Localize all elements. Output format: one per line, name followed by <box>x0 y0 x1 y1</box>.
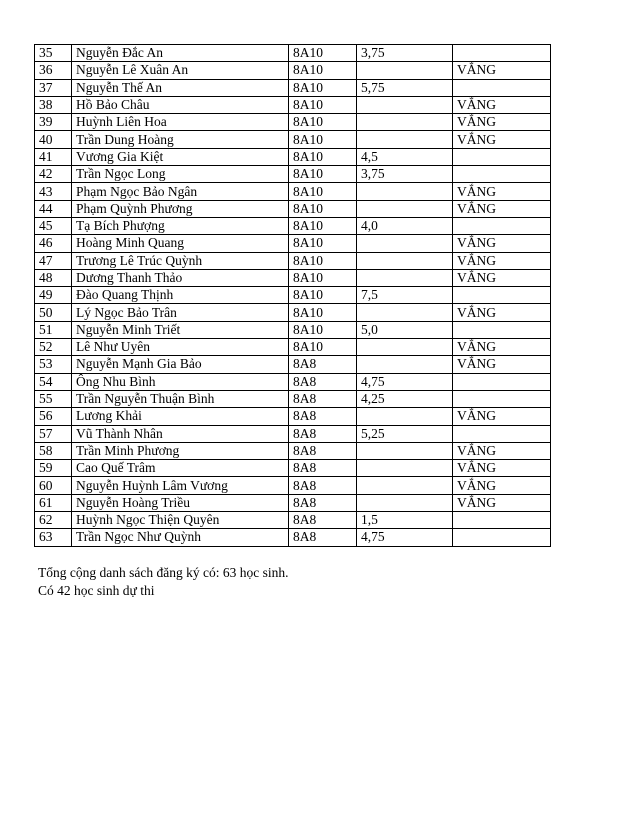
score-cell <box>357 200 453 217</box>
row-number: 39 <box>35 114 72 131</box>
results-table <box>34 44 551 547</box>
status-cell: VẮNG <box>453 269 551 286</box>
status-cell: VẮNG <box>453 235 551 252</box>
table-row <box>35 339 551 356</box>
score-cell <box>357 269 453 286</box>
student-name: Phạm Quỳnh Phương <box>72 200 289 217</box>
student-name: Cao Quế Trâm <box>72 460 289 477</box>
class-code: 8A10 <box>289 269 357 286</box>
status-cell <box>453 45 551 62</box>
class-code: 8A8 <box>289 460 357 477</box>
row-number: 49 <box>35 287 72 304</box>
status-cell <box>453 321 551 338</box>
row-number: 40 <box>35 131 72 148</box>
table-row <box>35 269 551 286</box>
table-row <box>35 425 551 442</box>
table-row <box>35 304 551 321</box>
class-code: 8A8 <box>289 373 357 390</box>
class-code: 8A10 <box>289 339 357 356</box>
row-number: 63 <box>35 529 72 546</box>
table-row <box>35 512 551 529</box>
score-cell: 4,75 <box>357 373 453 390</box>
student-name: Vũ Thành Nhân <box>72 425 289 442</box>
score-cell <box>357 339 453 356</box>
score-cell <box>357 408 453 425</box>
score-cell <box>357 356 453 373</box>
student-name: Hồ Bảo Châu <box>72 96 289 113</box>
class-code: 8A10 <box>289 321 357 338</box>
table-row <box>35 529 551 546</box>
student-name: Trần Ngọc Như Quỳnh <box>72 529 289 546</box>
row-number: 41 <box>35 148 72 165</box>
score-cell <box>357 62 453 79</box>
status-cell: VẮNG <box>453 62 551 79</box>
summary-total: Tổng cộng danh sách đăng ký có: 63 học sinh. <box>38 565 289 580</box>
score-cell: 5,25 <box>357 425 453 442</box>
class-code: 8A10 <box>289 45 357 62</box>
table-row <box>35 166 551 183</box>
student-name: Ông Nhu Bình <box>72 373 289 390</box>
class-code: 8A10 <box>289 79 357 96</box>
row-number: 35 <box>35 45 72 62</box>
score-cell <box>357 96 453 113</box>
class-code: 8A8 <box>289 425 357 442</box>
student-name: Trần Minh Phương <box>72 442 289 459</box>
row-number: 42 <box>35 166 72 183</box>
class-code: 8A8 <box>289 529 357 546</box>
row-number: 54 <box>35 373 72 390</box>
score-cell: 3,75 <box>357 166 453 183</box>
score-cell: 4,25 <box>357 390 453 407</box>
class-code: 8A8 <box>289 408 357 425</box>
score-cell <box>357 442 453 459</box>
status-cell: VẮNG <box>453 442 551 459</box>
row-number: 55 <box>35 390 72 407</box>
row-number: 38 <box>35 96 72 113</box>
class-code: 8A10 <box>289 62 357 79</box>
row-number: 60 <box>35 477 72 494</box>
status-cell <box>453 287 551 304</box>
status-cell <box>453 217 551 234</box>
status-cell: VẮNG <box>453 114 551 131</box>
results-table-body <box>35 45 551 547</box>
table-row <box>35 235 551 252</box>
row-number: 50 <box>35 304 72 321</box>
student-name: Phạm Ngọc Bảo Ngân <box>72 183 289 200</box>
score-cell: 3,75 <box>357 45 453 62</box>
score-cell: 4,0 <box>357 217 453 234</box>
student-name: Trần Ngọc Long <box>72 166 289 183</box>
row-number: 44 <box>35 200 72 217</box>
table-row <box>35 494 551 511</box>
student-name: Tạ Bích Phượng <box>72 217 289 234</box>
student-name: Nguyễn Lê Xuân An <box>72 62 289 79</box>
status-cell: VẮNG <box>453 183 551 200</box>
row-number: 51 <box>35 321 72 338</box>
table-row <box>35 460 551 477</box>
student-name: Huỳnh Liên Hoa <box>72 114 289 131</box>
table-row <box>35 45 551 62</box>
student-name: Nguyễn Hoàng Triều <box>72 494 289 511</box>
status-cell <box>453 79 551 96</box>
row-number: 46 <box>35 235 72 252</box>
table-row <box>35 373 551 390</box>
table-row <box>35 79 551 96</box>
status-cell: VẮNG <box>453 494 551 511</box>
score-cell <box>357 235 453 252</box>
student-name: Nguyễn Minh Triết <box>72 321 289 338</box>
score-cell <box>357 252 453 269</box>
student-name: Dương Thanh Thảo <box>72 269 289 286</box>
class-code: 8A8 <box>289 477 357 494</box>
table-row <box>35 252 551 269</box>
score-cell <box>357 494 453 511</box>
status-cell: VẮNG <box>453 252 551 269</box>
student-name: Nguyễn Huỳnh Lâm Vương <box>72 477 289 494</box>
status-cell: VẮNG <box>453 304 551 321</box>
status-cell <box>453 529 551 546</box>
table-row <box>35 321 551 338</box>
class-code: 8A10 <box>289 252 357 269</box>
row-number: 61 <box>35 494 72 511</box>
table-row <box>35 390 551 407</box>
table-row <box>35 442 551 459</box>
class-code: 8A8 <box>289 390 357 407</box>
score-cell <box>357 460 453 477</box>
score-cell: 1,5 <box>357 512 453 529</box>
student-name: Lương Khải <box>72 408 289 425</box>
table-row <box>35 62 551 79</box>
table-row <box>35 148 551 165</box>
row-number: 52 <box>35 339 72 356</box>
class-code: 8A8 <box>289 442 357 459</box>
table-row <box>35 96 551 113</box>
class-code: 8A10 <box>289 183 357 200</box>
table-row <box>35 356 551 373</box>
status-cell: VẮNG <box>453 477 551 494</box>
row-number: 48 <box>35 269 72 286</box>
row-number: 47 <box>35 252 72 269</box>
score-cell <box>357 114 453 131</box>
student-name: Hoàng Minh Quang <box>72 235 289 252</box>
score-cell <box>357 131 453 148</box>
student-name: Đào Quang Thịnh <box>72 287 289 304</box>
status-cell: VẮNG <box>453 408 551 425</box>
score-cell: 5,0 <box>357 321 453 338</box>
student-name: Huỳnh Ngọc Thiện Quyên <box>72 512 289 529</box>
status-cell: VẮNG <box>453 356 551 373</box>
row-number: 37 <box>35 79 72 96</box>
class-code: 8A10 <box>289 217 357 234</box>
status-cell <box>453 373 551 390</box>
table-row <box>35 131 551 148</box>
student-name: Trần Dung Hoàng <box>72 131 289 148</box>
score-cell: 7,5 <box>357 287 453 304</box>
row-number: 58 <box>35 442 72 459</box>
table-row <box>35 287 551 304</box>
class-code: 8A10 <box>289 304 357 321</box>
row-number: 59 <box>35 460 72 477</box>
score-cell <box>357 183 453 200</box>
student-name: Trương Lê Trúc Quỳnh <box>72 252 289 269</box>
student-name: Nguyễn Đắc An <box>72 45 289 62</box>
class-code: 8A10 <box>289 96 357 113</box>
status-cell <box>453 148 551 165</box>
student-name: Vương Gia Kiệt <box>72 148 289 165</box>
class-code: 8A10 <box>289 148 357 165</box>
class-code: 8A10 <box>289 235 357 252</box>
row-number: 43 <box>35 183 72 200</box>
class-code: 8A10 <box>289 287 357 304</box>
status-cell <box>453 512 551 529</box>
table-row <box>35 114 551 131</box>
table-row <box>35 217 551 234</box>
status-cell <box>453 425 551 442</box>
summary-block <box>38 564 288 600</box>
table-row <box>35 408 551 425</box>
table-row <box>35 477 551 494</box>
class-code: 8A8 <box>289 356 357 373</box>
score-cell <box>357 477 453 494</box>
status-cell: VẮNG <box>453 339 551 356</box>
class-code: 8A10 <box>289 114 357 131</box>
table-row <box>35 183 551 200</box>
status-cell: VẮNG <box>453 200 551 217</box>
student-name: Nguyễn Thế An <box>72 79 289 96</box>
row-number: 56 <box>35 408 72 425</box>
status-cell: VẮNG <box>453 131 551 148</box>
row-number: 57 <box>35 425 72 442</box>
row-number: 36 <box>35 62 72 79</box>
status-cell <box>453 166 551 183</box>
class-code: 8A10 <box>289 131 357 148</box>
student-name: Lý Ngọc Bảo Trân <box>72 304 289 321</box>
status-cell: VẮNG <box>453 96 551 113</box>
score-cell: 5,75 <box>357 79 453 96</box>
status-cell <box>453 390 551 407</box>
student-name: Nguyễn Mạnh Gia Bảo <box>72 356 289 373</box>
row-number: 62 <box>35 512 72 529</box>
class-code: 8A8 <box>289 512 357 529</box>
score-cell <box>357 304 453 321</box>
summary-attended: Có 42 học sinh dự thi <box>38 583 155 598</box>
class-code: 8A8 <box>289 494 357 511</box>
score-cell: 4,75 <box>357 529 453 546</box>
student-name: Trần Nguyễn Thuận Bình <box>72 390 289 407</box>
status-cell: VẮNG <box>453 460 551 477</box>
score-cell: 4,5 <box>357 148 453 165</box>
class-code: 8A10 <box>289 200 357 217</box>
row-number: 45 <box>35 217 72 234</box>
row-number: 53 <box>35 356 72 373</box>
class-code: 8A10 <box>289 166 357 183</box>
table-row <box>35 200 551 217</box>
student-name: Lê Như Uyên <box>72 339 289 356</box>
